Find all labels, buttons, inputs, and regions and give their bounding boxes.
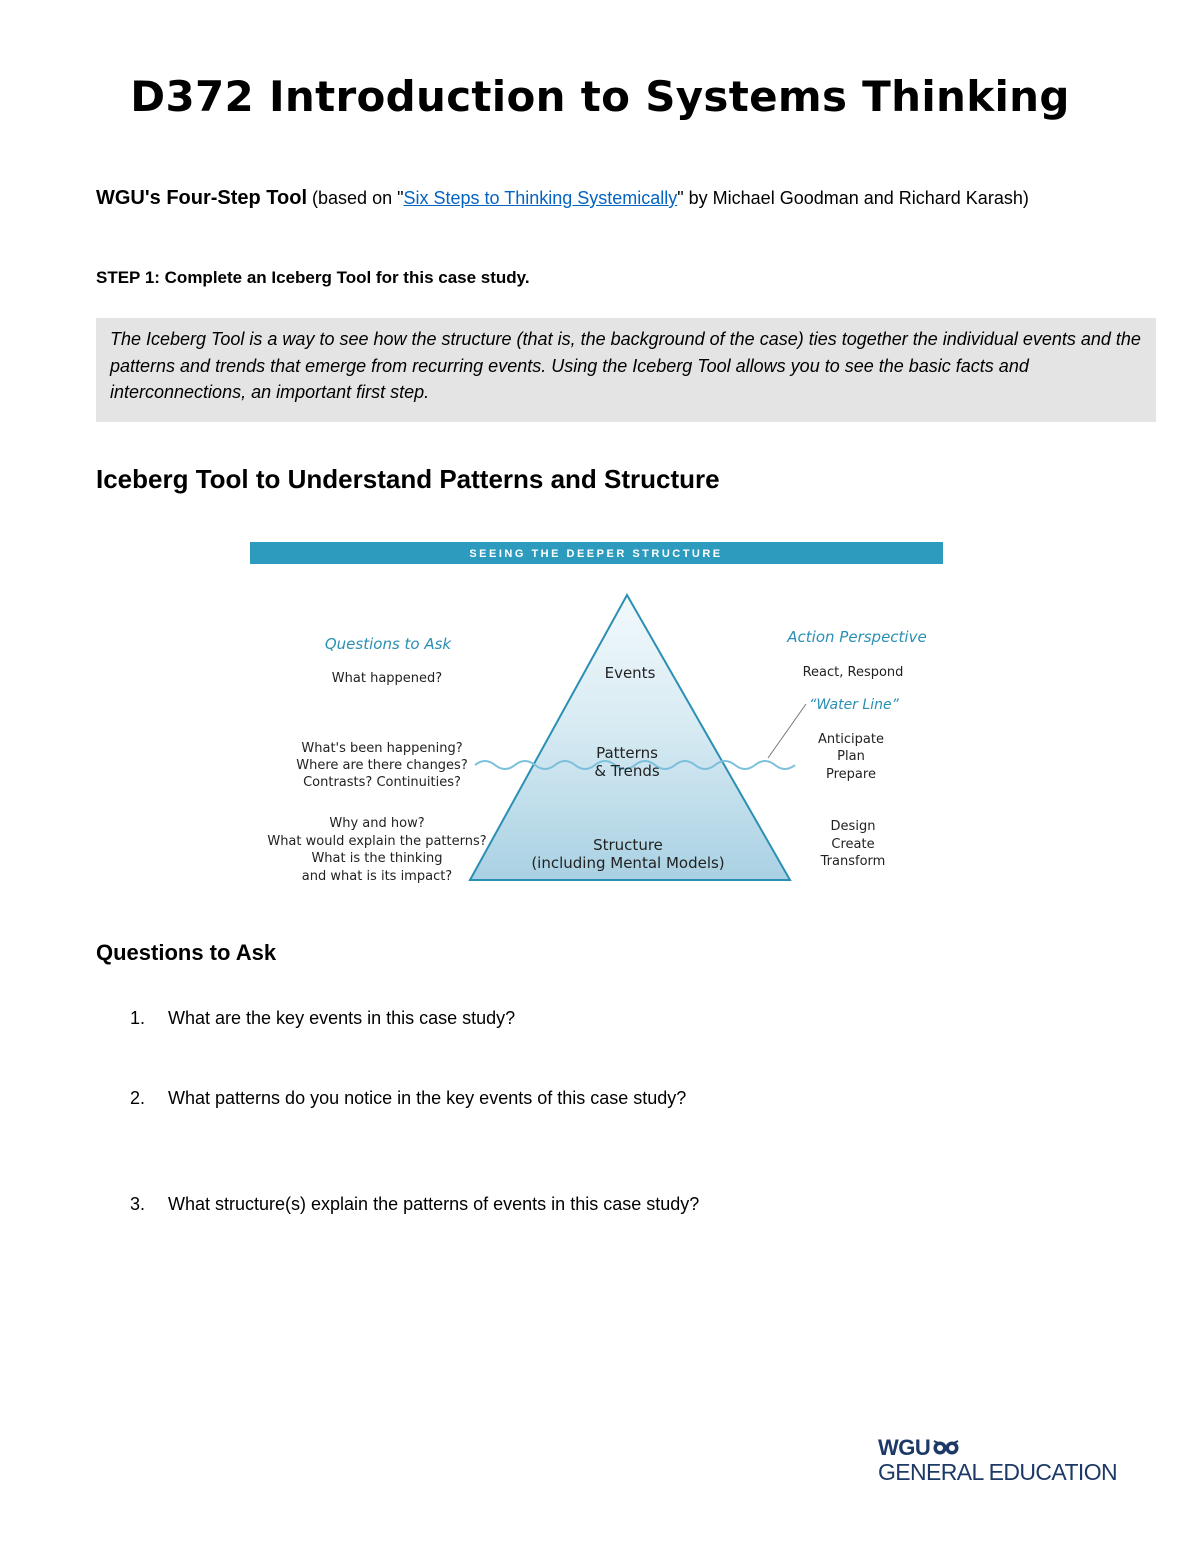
right-action-1: React, Respond bbox=[802, 665, 904, 680]
question-item-1 bbox=[130, 1008, 515, 1029]
document-title: D372 Introduction to Systems Thinking bbox=[130, 72, 1070, 121]
water-line-label: “Water Line” bbox=[809, 697, 899, 713]
question-text: What patterns do you notice in the key events of this case study? bbox=[168, 1088, 687, 1108]
structure-label-line1: Structure bbox=[593, 836, 663, 854]
structure-label-line2: (including Mental Models) bbox=[531, 854, 725, 872]
left-question-3-line1: Why and how? bbox=[329, 816, 425, 831]
events-label: Events bbox=[604, 664, 656, 682]
iceberg-section-heading: Iceberg Tool to Understand Patterns and Structure bbox=[96, 464, 720, 494]
banner-text: SEEING THE DEEPER STRUCTURE bbox=[469, 548, 723, 560]
questions-heading: Questions to Ask bbox=[96, 940, 277, 965]
left-question-2-line3: Contrasts? Continuities? bbox=[303, 775, 461, 790]
water-line-pointer bbox=[768, 704, 806, 758]
right-action-2-line2: Plan bbox=[837, 749, 865, 764]
right-action-2-line3: Prepare bbox=[826, 767, 876, 782]
right-action-3-line2: Create bbox=[831, 837, 875, 852]
patterns-label-line1: Patterns bbox=[596, 744, 658, 762]
question-number: 2. bbox=[130, 1088, 146, 1108]
left-question-3-line4: and what is its impact? bbox=[301, 869, 453, 884]
left-question-1: What happened? bbox=[331, 671, 443, 686]
left-question-3-line2: What would explain the patterns? bbox=[267, 834, 487, 849]
intro-paragraph bbox=[96, 184, 1086, 213]
question-number: 1. bbox=[130, 1008, 146, 1028]
left-question-2-line1: What's been happening? bbox=[301, 741, 463, 756]
patterns-label-line2: & Trends bbox=[594, 762, 660, 780]
question-text: What structure(s) explain the patterns of events in this case study? bbox=[168, 1194, 700, 1214]
left-header: Questions to Ask bbox=[324, 635, 452, 653]
step-1-heading: STEP 1: Complete an Iceberg Tool for this case study. bbox=[96, 268, 530, 287]
six-steps-link[interactable]: Six Steps to Thinking Systemically bbox=[403, 188, 678, 208]
left-question-3-line3: What is the thinking bbox=[311, 851, 443, 866]
right-action-3-line3: Transform bbox=[820, 854, 886, 869]
question-item-3 bbox=[130, 1194, 699, 1215]
wgu-general-education-logo bbox=[878, 1435, 1117, 1486]
logo-general-education-text: GENERAL EDUCATION bbox=[878, 1459, 1118, 1485]
left-question-2-line2: Where are there changes? bbox=[296, 758, 468, 773]
right-header: Action Perspective bbox=[787, 628, 927, 646]
iceberg-description-callout: The Iceberg Tool is a way to see how the structure (that is, the background of the case) ties together the individual events and the patterns and trends that emerge from recurring events. Using the Iceberg Tool allows you to see the basic facts and interconnections, an important first step. bbox=[96, 318, 1156, 422]
tool-name: WGU's Four-Step Tool bbox=[96, 187, 308, 209]
question-text: What are the key events in this case study? bbox=[168, 1008, 516, 1028]
iceberg-diagram bbox=[250, 540, 950, 910]
based-on-suffix: " by Michael Goodman and Richard Karash) bbox=[677, 188, 1029, 208]
question-item-2 bbox=[130, 1088, 686, 1109]
logo-wgu-text: WGU bbox=[878, 1435, 931, 1460]
right-action-2-line1: Anticipate bbox=[818, 732, 884, 747]
based-on-prefix: (based on " bbox=[307, 188, 404, 208]
question-number: 3. bbox=[130, 1194, 146, 1214]
right-action-3-line1: Design bbox=[830, 819, 876, 834]
owl-icon bbox=[932, 1439, 960, 1457]
